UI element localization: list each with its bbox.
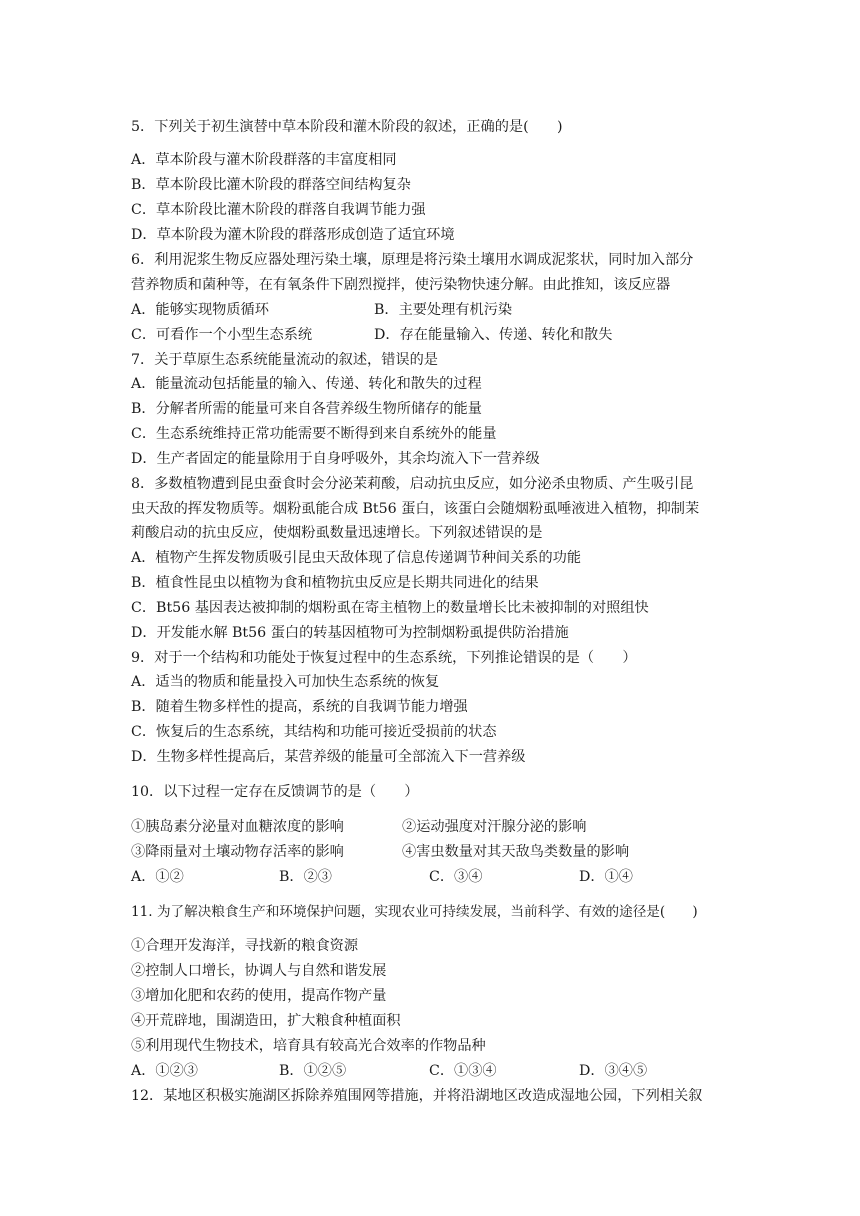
q6-stem-line-2: 营养物质和菌种等，在有氧条件下剧烈搅拌，使污染物快速分解。由此推知，该反应器 [131,277,671,293]
q9-option-d: D．生物多样性提高后，某营养级的能量可全部流入下一营养级 [131,749,526,765]
q11-choice-b: B．①②⑤ [279,1063,347,1079]
q12-stem: 12．某地区积极实施湖区拆除养殖围网等措施，并将沿湖地区改造成湿地公园，下列相关叙 [131,1088,703,1104]
q8-option-d: D．开发能水解 Bt56 蛋白的转基因植物可为控制烟粉虱提供防治措施 [131,625,569,641]
q6-option-a: A．能够实现物质循环 [131,302,269,318]
q10-choice-b: B．②③ [279,869,332,885]
q10-choice-c: C．③④ [429,869,483,885]
q8-stem-line-2: 虫天敌的挥发物质等。烟粉虱能合成 Bt56 蛋白，该蛋白会随烟粉虱唾液进入植物，抑制茉 [131,501,700,517]
q9-option-b: B．随着生物多样性的提高，系统的自我调节能力增强 [131,699,468,715]
q8-option-c: C．Bt56 基因表达被抑制的烟粉虱在寄主植物上的数量增长比未被抑制的对照组快 [131,600,649,616]
q6-stem-line-1: 6．利用泥浆生物反应器处理污染土壤，原理是将污染土壤用水调成泥浆状，同时加入部分 [131,252,694,268]
q6-option-c: C．可看作一个小型生态系统 [131,327,313,343]
q7-option-d: D．生产者固定的能量除用于自身呼吸外，其余均流入下一营养级 [131,451,540,467]
q5-option-b: B．草本阶段比灌木阶段的群落空间结构复杂 [131,177,411,193]
q7-stem: 7．关于草原生态系统能量流动的叙述，错误的是 [131,352,438,368]
q11-item-4: ④开荒辟地，围湖造田，扩大粮食种植面积 [131,1013,401,1029]
q11-item-3: ③增加化肥和农药的使用，提高作物产量 [131,988,387,1004]
q10-choice-d: D．①④ [579,869,633,885]
q11-stem: 11. 为了解决粮食生产和环境保护问题，实现农业可持续发展，当前科学、有效的途径是( ) [131,904,698,920]
q7-option-c: C．生态系统维持正常功能需要不断得到来自系统外的能量 [131,426,497,442]
q9-stem: 9．对于一个结构和功能处于恢复过程中的生态系统，下列推论错误的是（ ） [131,650,637,666]
q5-stem: 5．下列关于初生演替中草本阶段和灌木阶段的叙述，正确的是( ) [131,119,563,135]
q11-item-1: ①合理开发海洋，寻找新的粮食资源 [131,938,359,954]
q5-option-d: D．草本阶段为灌木阶段的群落形成创造了适宜环境 [131,227,455,243]
q11-choice-a: A．①②③ [131,1063,198,1079]
q8-stem-line-3: 莉酸启动的抗虫反应，使烟粉虱数量迅速增长。下列叙述错误的是 [131,525,543,541]
q7-option-b: B．分解者所需的能量可来自各营养级生物所储存的能量 [131,401,482,417]
q7-option-a: A．能量流动包括能量的输入、传递、转化和散失的过程 [131,376,482,392]
q11-choice-c: C．①③④ [429,1063,497,1079]
q8-stem-line-1: 8．多数植物遭到昆虫蚕食时会分泌茉莉酸，启动抗虫反应，如分泌杀虫物质、产生吸引昆 [131,476,694,492]
q5-option-c: C．草本阶段比灌木阶段的群落自我调节能力强 [131,202,426,218]
q10-item-3: ③降雨量对土壤动物存活率的影响 [131,844,344,860]
q10-item-4: ④害虫数量对其天敌鸟类数量的影响 [402,844,630,860]
q5-option-a: A．草本阶段与灌木阶段群落的丰富度相同 [131,152,397,168]
q10-choice-a: A．①② [131,869,184,885]
q11-choice-d: D．③④⑤ [579,1063,648,1079]
q11-item-5: ⑤利用现代生物技术，培育具有较高光合效率的作物品种 [131,1038,486,1054]
q6-option-d: D．存在能量输入、传递、转化和散失 [374,327,613,343]
q6-option-b: B．主要处理有机污染 [374,302,513,318]
q9-option-a: A．适当的物质和能量投入可加快生态系统的恢复 [131,674,440,690]
q9-option-c: C．恢复后的生态系统，其结构和功能可接近受损前的状态 [131,724,497,740]
q11-item-2: ②控制人口增长，协调人与自然和谐发展 [131,963,387,979]
q10-item-2: ②运动强度对汗腺分泌的影响 [402,819,587,835]
q10-stem: 10．以下过程一定存在反馈调节的是（ ） [131,784,419,800]
q10-item-1: ①胰岛素分泌量对血糖浓度的影响 [131,819,344,835]
q8-option-a: A．植物产生挥发物质吸引昆虫天敌体现了信息传递调节种间关系的功能 [131,550,582,566]
q8-option-b: B．植食性昆虫以植物为食和植物抗虫反应是长期共同进化的结果 [131,575,539,591]
